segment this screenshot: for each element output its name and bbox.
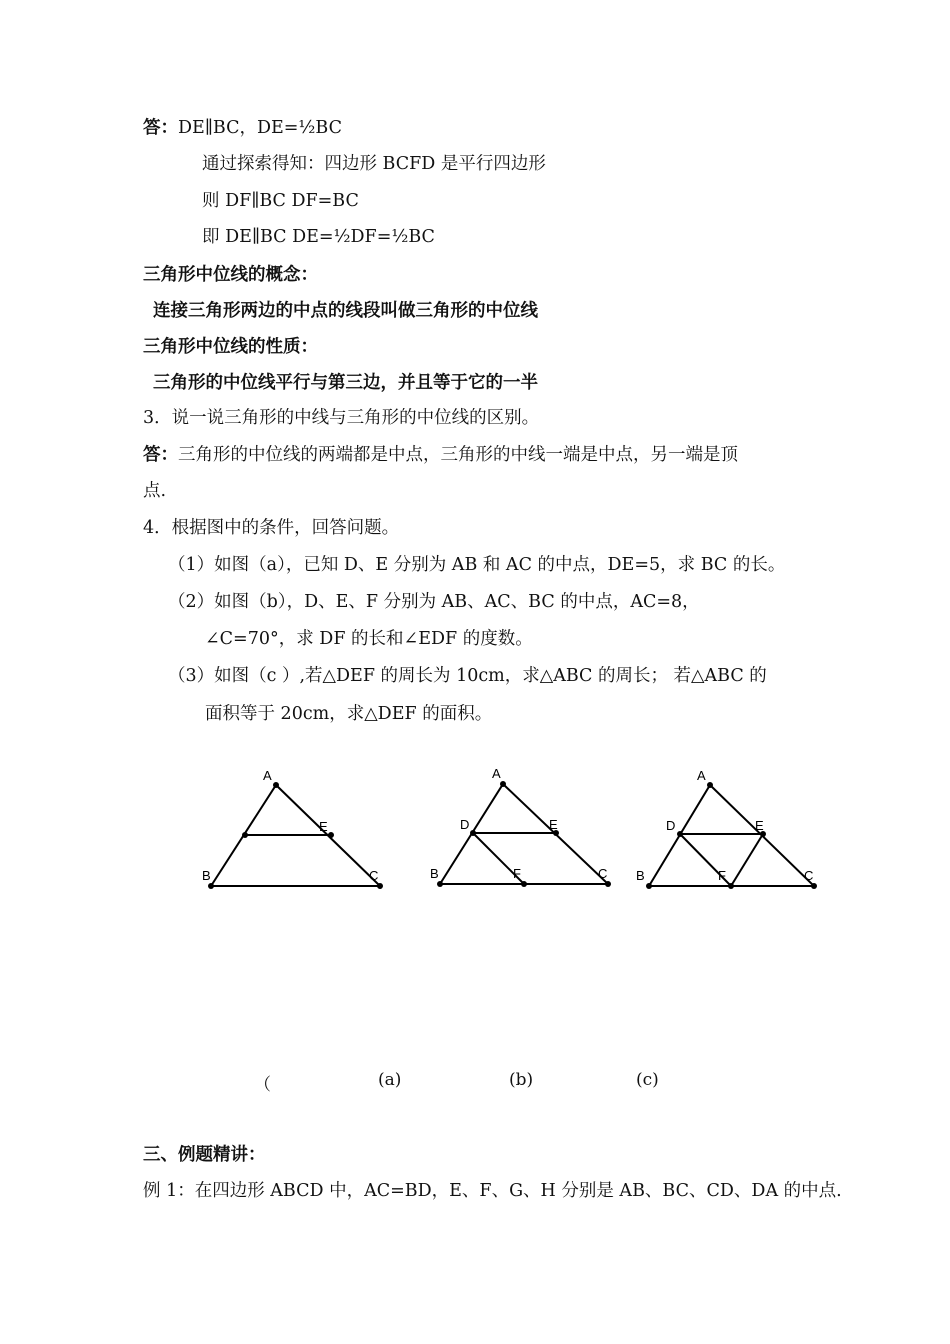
label-a-C: C: [369, 868, 379, 883]
label-b-C: C: [598, 866, 608, 881]
question-4-part-2-cont: ∠C=70°，求 DF 的长和∠EDF 的度数。: [205, 629, 533, 649]
point-a-C: [377, 883, 383, 889]
point-b-A: [500, 781, 506, 787]
question-4: 4．根据图中的条件，回答问题。: [143, 518, 400, 538]
label-c-D: D: [666, 818, 676, 833]
figure-b: [440, 784, 608, 884]
proof-line-2: 则 DF∥BC DF=BC: [202, 191, 359, 211]
point-c-B: [646, 883, 652, 889]
answer-3-text: 三角形的中位线的两端都是中点，三角形的中线一端是中点，另一端是顶: [178, 445, 738, 465]
caption-b: (b): [509, 1070, 534, 1090]
answer-3-prefix: 答：: [143, 445, 178, 465]
caption-c: (c): [636, 1070, 659, 1090]
property-text: 三角形的中位线平行与第三边，并且等于它的一半: [153, 373, 538, 393]
answer-3-line-2: 点.: [143, 481, 167, 501]
proof-line-1: 通过探索得知：四边形 BCFD 是平行四边形: [202, 154, 546, 174]
label-b-E: E: [549, 817, 558, 832]
point-b-C: [605, 881, 611, 887]
caption-a: (a): [378, 1070, 402, 1090]
label-b-B: B: [430, 866, 439, 881]
point-b-B: [437, 881, 443, 887]
point-c-C: [811, 883, 817, 889]
point-c-D: [677, 831, 683, 837]
point-c-F: [728, 883, 734, 889]
label-c-C: C: [804, 868, 814, 883]
section-heading: 三、例题精讲：: [143, 1145, 266, 1165]
point-a-A: [273, 782, 279, 788]
question-4-part-3-cont: 面积等于 20cm，求△DEF 的面积。: [205, 704, 493, 724]
question-4-part-3: （3）如图（c ）,若△DEF 的周长为 10cm，求△ABC 的周长； 若△ABC 的: [168, 666, 767, 686]
figure-a: [211, 785, 380, 886]
label-b-F: F: [513, 866, 521, 881]
label-c-E: E: [755, 818, 764, 833]
definition-heading: 三角形中位线的概念：: [143, 265, 318, 285]
caption-paren: （: [254, 1075, 271, 1095]
question-4-part-1: （1）如图（a），已知 D、E 分别为 AB 和 AC 的中点，DE=5，求 BC 的长。: [168, 555, 786, 575]
definition-text: 连接三角形两边的中点的线段叫做三角形的中位线: [153, 301, 538, 321]
property-heading: 三角形中位线的性质：: [143, 337, 318, 357]
label-c-A: A: [697, 768, 706, 783]
label-a-E: E: [319, 819, 328, 834]
label-c-F: F: [718, 868, 726, 883]
label-c-B: B: [636, 868, 645, 883]
answer-text: DE∥BC，DE=½BC: [178, 118, 342, 138]
point-a-D: [242, 832, 248, 838]
point-c-A: [707, 782, 713, 788]
question-4-part-2: （2）如图（b），D、E、F 分别为 AB、AC、BC 的中点，AC=8，: [168, 592, 700, 612]
point-a-E: [328, 832, 334, 838]
example-1: 例 1：在四边形 ABCD 中，AC=BD，E、F、G、H 分别是 AB、BC、CD、DA 的中点.: [143, 1181, 842, 1201]
label-b-D: D: [460, 817, 470, 832]
label-a-B: B: [202, 868, 211, 883]
point-a-B: [208, 883, 214, 889]
proof-line-3: 即 DE∥BC DE=½DF=½BC: [202, 227, 435, 247]
figure-c: [649, 785, 814, 886]
question-3: 3．说一说三角形的中线与三角形的中位线的区别。: [143, 408, 540, 428]
label-a-A: A: [263, 768, 272, 783]
point-b-D: [470, 830, 476, 836]
point-b-F: [521, 881, 527, 887]
label-b-A: A: [492, 766, 501, 781]
answer-prefix: 答：: [143, 118, 178, 138]
